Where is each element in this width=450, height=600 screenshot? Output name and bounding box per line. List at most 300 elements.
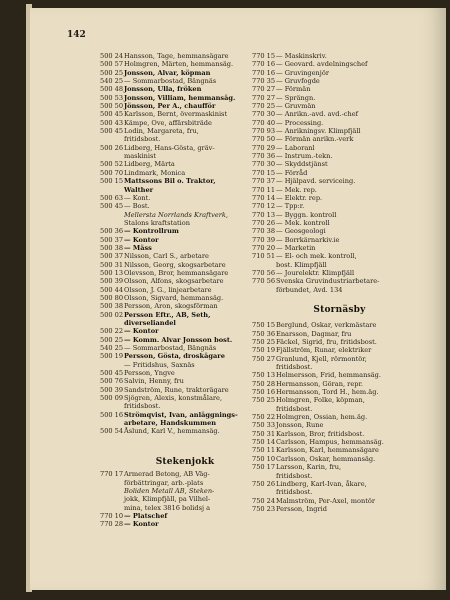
subscriber-name: Persson, Ingrid bbox=[276, 504, 327, 513]
phone-number: 500 24 bbox=[100, 52, 124, 60]
directory-entry bbox=[100, 152, 270, 160]
phone-number: 500 19 bbox=[100, 352, 124, 361]
directory-entry bbox=[252, 261, 427, 269]
subscriber-name: Salvin, Henny, fru bbox=[124, 377, 184, 386]
phone-number: 750 11 bbox=[252, 446, 276, 455]
directory-entry bbox=[100, 85, 270, 93]
phone-number: 750 23 bbox=[252, 504, 276, 513]
phone-number: 500 53 bbox=[100, 93, 124, 102]
directory-entry bbox=[252, 236, 427, 244]
directory-entry bbox=[252, 110, 427, 118]
phone-number: 770 13 bbox=[252, 210, 276, 219]
directory-entry bbox=[100, 394, 270, 402]
directory-entry bbox=[252, 127, 427, 135]
subscriber-name: Fjällström, Runar, elektriker bbox=[276, 346, 372, 355]
subscriber-name: Berglund, Oskar, verkmästare bbox=[276, 321, 377, 330]
subscriber-name: — Kont. bbox=[124, 193, 151, 202]
directory-entry bbox=[252, 380, 427, 388]
directory-entry bbox=[252, 330, 427, 338]
subscriber-name: — Borrkärnarkiv.ie bbox=[276, 235, 340, 244]
directory-entry bbox=[100, 470, 270, 478]
section-title-stekenjokk: Stekenjokk bbox=[155, 456, 215, 467]
phone-number: 500 57 bbox=[100, 60, 124, 69]
phone-number: 770 56 bbox=[252, 268, 276, 277]
phone-number: 750 28 bbox=[252, 379, 276, 388]
subscriber-name: — Fritidshus, Saxnäs bbox=[124, 360, 195, 369]
phone-number: 540 25 bbox=[100, 344, 124, 353]
phone-number: 500 25 bbox=[100, 335, 124, 344]
phone-number bbox=[100, 361, 124, 369]
phone-number: 500 16 bbox=[100, 410, 124, 419]
phone-number: 750 31 bbox=[252, 429, 276, 438]
directory-entry bbox=[100, 520, 270, 528]
directory-entry bbox=[100, 319, 270, 327]
subscriber-name: — Gruvmän bbox=[276, 102, 316, 111]
phone-number: 770 10 bbox=[100, 511, 124, 520]
phone-number: 540 25 bbox=[100, 77, 124, 86]
stornasby-entry-list bbox=[252, 321, 427, 513]
directory-entry bbox=[252, 211, 427, 219]
subscriber-name: Persson, Yngve bbox=[124, 369, 175, 378]
subscriber-name: Jönsson, Per A., chaufför bbox=[124, 102, 216, 111]
phone-number: 770 28 bbox=[100, 520, 124, 529]
phone-number: 500 02 bbox=[100, 310, 124, 319]
subscriber-name: Granlund, Kjell, rörmontör, bbox=[276, 354, 367, 363]
subscriber-name: — Mek. rep. bbox=[276, 185, 317, 194]
subscriber-name: fritidsbost. bbox=[276, 471, 313, 480]
phone-number: 770 15 bbox=[252, 52, 276, 60]
subscriber-name: Helmersson, Frid, hemmansäg. bbox=[276, 371, 381, 380]
directory-entry bbox=[100, 94, 270, 102]
directory-entry bbox=[252, 277, 427, 285]
directory-entry bbox=[252, 430, 427, 438]
subscriber-name: Nilsson, Georg, skogsarbetare bbox=[124, 260, 226, 269]
directory-entry bbox=[100, 402, 270, 410]
directory-entry bbox=[100, 369, 270, 377]
phone-number: 750 24 bbox=[252, 496, 276, 505]
directory-entry bbox=[252, 85, 427, 93]
directory-entry bbox=[100, 479, 270, 487]
phone-number: 770 30 bbox=[252, 160, 276, 169]
page-number: 142 bbox=[67, 30, 86, 40]
directory-entry bbox=[100, 269, 270, 277]
subscriber-name: Åslund, Karl V., hemmansäg. bbox=[124, 427, 220, 436]
subscriber-name: — Platschef bbox=[124, 511, 168, 520]
directory-entry bbox=[100, 69, 270, 77]
stekenjokk-entry-list bbox=[100, 470, 270, 528]
subscriber-name: jokk, Klimpfjäll, pa Vilhel- bbox=[124, 495, 211, 504]
directory-entry bbox=[100, 127, 270, 135]
subscriber-name: Olsson, Alfons, skogsarbetare bbox=[124, 277, 224, 286]
phone-number: 500 38 bbox=[100, 302, 124, 311]
directory-entry bbox=[100, 202, 270, 210]
directory-entry bbox=[252, 219, 427, 227]
subscriber-name: — Marketin bbox=[276, 243, 316, 252]
directory-entry bbox=[252, 472, 427, 480]
phone-number: 500 45 bbox=[100, 369, 124, 378]
subscriber-name: Nilsson, Carl S., arbetare bbox=[124, 252, 209, 261]
subscriber-name: Karlsson, Bernt, övermaskinist bbox=[124, 110, 228, 119]
subscriber-name: — Hjälpavd. serviceing. bbox=[276, 177, 356, 186]
phone-number: 750 27 bbox=[252, 354, 276, 363]
directory-entry bbox=[252, 94, 427, 102]
directory-entry bbox=[252, 177, 427, 185]
subscriber-name: — Kontor bbox=[124, 520, 159, 529]
left-column bbox=[100, 52, 270, 529]
subscriber-name: — Mek. kontroll bbox=[276, 218, 330, 227]
directory-entry bbox=[252, 396, 427, 404]
directory-entry bbox=[252, 227, 427, 235]
phone-number bbox=[252, 286, 276, 294]
directory-entry bbox=[252, 202, 427, 210]
phone-number: 750 25 bbox=[252, 396, 276, 405]
subscriber-name: Fäckel, Sigrid, fru, fritidsbost. bbox=[276, 338, 377, 346]
directory-entry bbox=[100, 252, 270, 260]
directory-entry bbox=[252, 488, 427, 496]
phone-number: 750 26 bbox=[252, 479, 276, 488]
subscriber-name: — Byggn. kontroll bbox=[276, 210, 337, 219]
phone-number: 500 45 bbox=[100, 127, 124, 136]
subscriber-name: Carlsson, Hampus, hemmansäg. bbox=[276, 438, 384, 447]
subscriber-name: mina, telex 3816 bolidsj a bbox=[124, 503, 211, 512]
directory-entry bbox=[252, 160, 427, 168]
subscriber-name: — Förmän bbox=[276, 85, 311, 94]
phone-number: 750 17 bbox=[252, 463, 276, 472]
subscriber-name: Malmström, Per-Axel, montör bbox=[276, 496, 375, 505]
phone-number: 500 63 bbox=[100, 193, 124, 202]
subscriber-name: — Kontrollrum bbox=[124, 227, 179, 236]
subscriber-name: förbundet, Avd. 134 bbox=[276, 285, 343, 294]
directory-entry bbox=[100, 77, 270, 85]
directory-entry bbox=[100, 244, 270, 252]
subscriber-name: Armerad Betong, AB Väg- bbox=[124, 470, 210, 479]
phone-number bbox=[252, 488, 276, 496]
directory-entry bbox=[100, 186, 270, 194]
directory-entry bbox=[252, 463, 427, 471]
phone-number: 770 30 bbox=[252, 110, 276, 119]
phone-number bbox=[100, 152, 124, 160]
phone-number: 770 25 bbox=[252, 102, 276, 111]
phone-number: 500 38 bbox=[100, 243, 124, 252]
subscriber-name: — Gruvfogde bbox=[276, 77, 320, 86]
directory-entry bbox=[100, 52, 270, 60]
phone-number: 770 39 bbox=[252, 235, 276, 244]
phone-number: 770 93 bbox=[252, 127, 276, 136]
directory-entry bbox=[100, 302, 270, 310]
subscriber-name: Mattssons Bil o. Traktor, bbox=[124, 177, 216, 186]
phone-number: 770 17 bbox=[100, 470, 124, 479]
subscriber-name: Walther bbox=[124, 185, 154, 194]
directory-entry bbox=[100, 60, 270, 68]
subscriber-name: Persson, Gösta, droskägare bbox=[124, 352, 225, 361]
subscriber-name: — Bost. bbox=[124, 202, 150, 211]
phone-number: 500 52 bbox=[100, 160, 124, 169]
subscriber-name: — Maskinskriv. bbox=[276, 52, 327, 60]
subscriber-name: — Förmän anrikn.-verk bbox=[276, 135, 354, 144]
subscriber-name: Stalons kraftstation bbox=[124, 218, 191, 227]
directory-entry bbox=[100, 194, 270, 202]
directory-entry bbox=[252, 69, 427, 77]
subscriber-name: — Laboranl bbox=[276, 143, 315, 152]
directory-entry bbox=[252, 413, 427, 421]
directory-entry bbox=[100, 294, 270, 302]
subscriber-name: bost. Klimpfjäll bbox=[276, 260, 327, 269]
subscriber-name: — Jourelektr. Klimpfjäll bbox=[276, 268, 355, 277]
phone-number: 500 45 bbox=[100, 110, 124, 119]
directory-entry bbox=[252, 346, 427, 354]
directory-entry bbox=[100, 277, 270, 285]
subscriber-name: Carlsson, Oskar, hemmansäg. bbox=[276, 454, 376, 463]
directory-entry bbox=[100, 261, 270, 269]
directory-entry bbox=[252, 286, 427, 294]
phone-number: 770 37 bbox=[252, 177, 276, 186]
subscriber-name: Persson, Aron, skogsförman bbox=[124, 302, 218, 311]
phone-number: 500 09 bbox=[100, 394, 124, 403]
directory-entry bbox=[100, 504, 270, 512]
phone-number: 500 39 bbox=[100, 385, 124, 394]
phone-number: 770 14 bbox=[252, 193, 276, 202]
subscriber-name: Holmgren, Folke, köpman, bbox=[276, 396, 365, 405]
subscriber-name: Svenska Gruvindustriarbetare- bbox=[276, 277, 380, 286]
phone-number: 500 45 bbox=[100, 202, 124, 211]
directory-entry bbox=[252, 321, 427, 329]
phone-number: 500 22 bbox=[100, 327, 124, 336]
subscriber-name: Persson Eftr., AB, Seth, bbox=[124, 310, 211, 319]
directory-entry bbox=[252, 119, 427, 127]
directory-entry bbox=[100, 427, 270, 435]
subscriber-name: — Tpp:r. bbox=[276, 202, 305, 211]
phone-number bbox=[252, 472, 276, 480]
phone-number: 750 36 bbox=[252, 329, 276, 338]
phone-number: 750 10 bbox=[252, 454, 276, 463]
phone-number: 500 37 bbox=[100, 252, 124, 261]
subscriber-name: Jonsson, Villiam, hemmansäg. bbox=[124, 93, 236, 102]
phone-number bbox=[100, 135, 124, 143]
phone-number: 500 36 bbox=[100, 227, 124, 236]
directory-entry bbox=[100, 377, 270, 385]
subscriber-name: Boliden Metall AB, Steken- bbox=[124, 486, 215, 495]
subscriber-name: — Sommarbostad, Bängnäs bbox=[124, 344, 217, 353]
phone-number: 500 70 bbox=[100, 168, 124, 177]
directory-entry bbox=[100, 160, 270, 168]
phone-number: 500 31 bbox=[100, 260, 124, 269]
directory-entry bbox=[100, 336, 270, 344]
directory-entry bbox=[252, 497, 427, 505]
directory-entry bbox=[252, 152, 427, 160]
phone-number: 750 13 bbox=[252, 371, 276, 380]
subscriber-name: — Komm. Alvar Jonsson bost. bbox=[124, 335, 233, 344]
subscriber-name: Lidberg, Hans-Gösta, gräv- bbox=[124, 143, 215, 152]
phone-number: 770 16 bbox=[252, 60, 276, 69]
subscriber-name: arbetare, Handskummen bbox=[124, 419, 217, 428]
phone-number: 500 54 bbox=[100, 427, 124, 436]
subscriber-name: fritidsbost. bbox=[276, 404, 313, 413]
phone-number: 750 25 bbox=[252, 338, 276, 346]
subscriber-name: Olsson, Sigvard, hemmansäg. bbox=[124, 293, 224, 302]
subscriber-name: — Mäss bbox=[124, 243, 152, 252]
phone-number: 770 12 bbox=[252, 202, 276, 211]
subscriber-name: Strömqvist, Ivan, anläggnings- bbox=[124, 410, 238, 419]
directory-entry bbox=[252, 455, 427, 463]
subscriber-name: Holmgren, Ossian, hem.äg. bbox=[276, 413, 368, 422]
directory-entry bbox=[100, 110, 270, 118]
subscriber-name: fritidsbost. bbox=[276, 488, 313, 497]
phone-number bbox=[100, 211, 124, 219]
phone-number: 770 35 bbox=[252, 77, 276, 86]
directory-entry bbox=[252, 135, 427, 143]
subscriber-name: — Sprängn. bbox=[276, 93, 316, 102]
phone-number: 500 43 bbox=[100, 118, 124, 127]
directory-entry bbox=[100, 211, 270, 219]
subscriber-name: förbättringar, arb.-plats bbox=[124, 478, 204, 487]
phone-number: 770 27 bbox=[252, 85, 276, 94]
directory-entry bbox=[100, 411, 270, 419]
subscriber-name: Kämpe, Ove, affärsbiträde bbox=[124, 118, 212, 127]
phone-number: 750 14 bbox=[252, 438, 276, 447]
directory-entry bbox=[252, 446, 427, 454]
directory-entry bbox=[100, 169, 270, 177]
subscriber-name: — Förråd bbox=[276, 168, 308, 177]
phone-number bbox=[100, 419, 124, 427]
subscriber-name: Karlsson, Karl, hemmansägare bbox=[276, 446, 379, 455]
subscriber-name: — Anrikningsv. Klimpfjäll bbox=[276, 127, 361, 136]
directory-entry bbox=[252, 338, 427, 346]
subscriber-name: Lodin, Margareta, fru, bbox=[124, 127, 199, 136]
subscriber-name: — Elektr. rep. bbox=[276, 193, 323, 202]
subscriber-name: fritidsbost. bbox=[276, 363, 313, 372]
phone-number bbox=[100, 487, 124, 495]
subscriber-name: Hermansson, Göran, repr. bbox=[276, 379, 363, 388]
directory-entry bbox=[100, 219, 270, 227]
phone-number: 500 26 bbox=[100, 143, 124, 152]
subscriber-name: — Anrikn.-avd. avd.-chef bbox=[276, 110, 359, 119]
phone-number: 770 27 bbox=[252, 93, 276, 102]
directory-entry bbox=[252, 355, 427, 363]
directory-entry bbox=[252, 363, 427, 371]
subscriber-name: Holmgren, Märten, hemmansäg. bbox=[124, 60, 234, 69]
directory-entry bbox=[100, 144, 270, 152]
phone-number: 770 20 bbox=[252, 243, 276, 252]
directory-entry bbox=[252, 252, 427, 260]
directory-entry bbox=[100, 119, 270, 127]
subscriber-name: — Sommarbostad, Bängnäs bbox=[124, 77, 217, 86]
subscriber-name: Olsson, J. G., linjearbetare bbox=[124, 285, 212, 294]
directory-entry bbox=[252, 144, 427, 152]
directory-entry bbox=[252, 169, 427, 177]
directory-entry bbox=[100, 311, 270, 319]
directory-entry bbox=[100, 135, 270, 143]
right-column bbox=[252, 52, 427, 513]
directory-entry bbox=[100, 327, 270, 335]
phone-number: 770 36 bbox=[252, 152, 276, 161]
phone-number: 500 44 bbox=[100, 285, 124, 294]
subscriber-name: — Processing. bbox=[276, 118, 324, 127]
directory-entry bbox=[252, 186, 427, 194]
phone-number: 770 40 bbox=[252, 118, 276, 127]
section-title-stornasby: Stornäsby bbox=[313, 304, 366, 315]
subscriber-name: — Kontor bbox=[124, 235, 159, 244]
subscriber-name: Enarsson, Dagmar, fru bbox=[276, 329, 352, 338]
directory-entry bbox=[252, 102, 427, 110]
subscriber-name: Olevsson, Bror, hemmansägare bbox=[124, 268, 229, 277]
directory-entry bbox=[100, 286, 270, 294]
phone-number: 750 33 bbox=[252, 421, 276, 430]
directory-entry bbox=[252, 505, 427, 513]
subscriber-name: Mellersta Norrlands Kraftverk, bbox=[124, 210, 228, 219]
subscriber-name: — El- och mek. kontroll, bbox=[276, 252, 357, 261]
phone-number bbox=[252, 261, 276, 269]
subscriber-name: — Geovard. avdelningschef bbox=[276, 60, 368, 69]
directory-entry bbox=[100, 102, 270, 110]
phone-number bbox=[252, 363, 276, 371]
phone-number: 500 13 bbox=[100, 268, 124, 277]
subscriber-name: Jonsson, Alvar, köpman bbox=[124, 68, 211, 77]
subscriber-name: Jonsson, Ulla, fröken bbox=[124, 85, 202, 94]
directory-entry bbox=[252, 77, 427, 85]
subscriber-name: — Gruvingenjör bbox=[276, 68, 329, 77]
phone-number: 770 11 bbox=[252, 185, 276, 194]
subscriber-name: Lidberg, Märta bbox=[124, 160, 175, 169]
phone-number bbox=[100, 479, 124, 487]
phone-number: 770 38 bbox=[252, 227, 276, 236]
directory-entry bbox=[252, 421, 427, 429]
directory-entry bbox=[100, 512, 270, 520]
directory-entry bbox=[252, 438, 427, 446]
subscriber-name: fritidsbost. bbox=[124, 402, 161, 411]
phone-number: 500 76 bbox=[100, 377, 124, 386]
phone-number: 500 15 bbox=[100, 177, 124, 186]
subscriber-name: Hermansson, Tord H., hem.äg. bbox=[276, 388, 379, 397]
directory-entry bbox=[252, 52, 427, 60]
directory-entry bbox=[100, 487, 270, 495]
directory-entry bbox=[100, 236, 270, 244]
subscriber-name: Lindmark, Monica bbox=[124, 168, 186, 177]
directory-entry bbox=[252, 388, 427, 396]
subscriber-name: Karlsson, Bror, fritidsbost. bbox=[276, 429, 365, 438]
phone-number: 750 19 bbox=[252, 346, 276, 355]
subscriber-name: — Geosgeologi bbox=[276, 227, 326, 236]
phone-number: 770 15 bbox=[252, 168, 276, 177]
phone-number: 500 50 bbox=[100, 102, 124, 111]
right-entry-list bbox=[252, 52, 427, 294]
left-entry-list bbox=[100, 52, 270, 436]
subscriber-name: Sjögren, Alexis, konstmålare, bbox=[124, 394, 223, 403]
directory-entry bbox=[100, 344, 270, 352]
subscriber-name: Hansson, Tage, hemmansägare bbox=[124, 52, 229, 60]
phone-number: 770 26 bbox=[252, 218, 276, 227]
phone-number: 750 15 bbox=[252, 321, 276, 330]
phone-number: 770 56 bbox=[252, 277, 276, 286]
phone-number: 770 50 bbox=[252, 135, 276, 144]
phone-number bbox=[100, 402, 124, 410]
subscriber-name: Lindberg, Karl-Ivan, åkare, bbox=[276, 479, 367, 488]
directory-entry bbox=[252, 405, 427, 413]
phone-number bbox=[100, 495, 124, 503]
directory-entry bbox=[252, 194, 427, 202]
subscriber-name: — Kontor bbox=[124, 327, 159, 336]
directory-entry bbox=[252, 480, 427, 488]
directory-entry bbox=[252, 269, 427, 277]
phone-number bbox=[100, 319, 124, 327]
subscriber-name: fritidsbost. bbox=[124, 135, 161, 144]
phone-number: 500 25 bbox=[100, 68, 124, 77]
subscriber-name: — Instrum.-tekn. bbox=[276, 152, 333, 161]
phone-number: 500 80 bbox=[100, 293, 124, 302]
directory-entry bbox=[100, 352, 270, 360]
directory-entry bbox=[100, 495, 270, 503]
directory-entry bbox=[252, 371, 427, 379]
subscriber-name: — Skyddstjänst bbox=[276, 160, 328, 169]
